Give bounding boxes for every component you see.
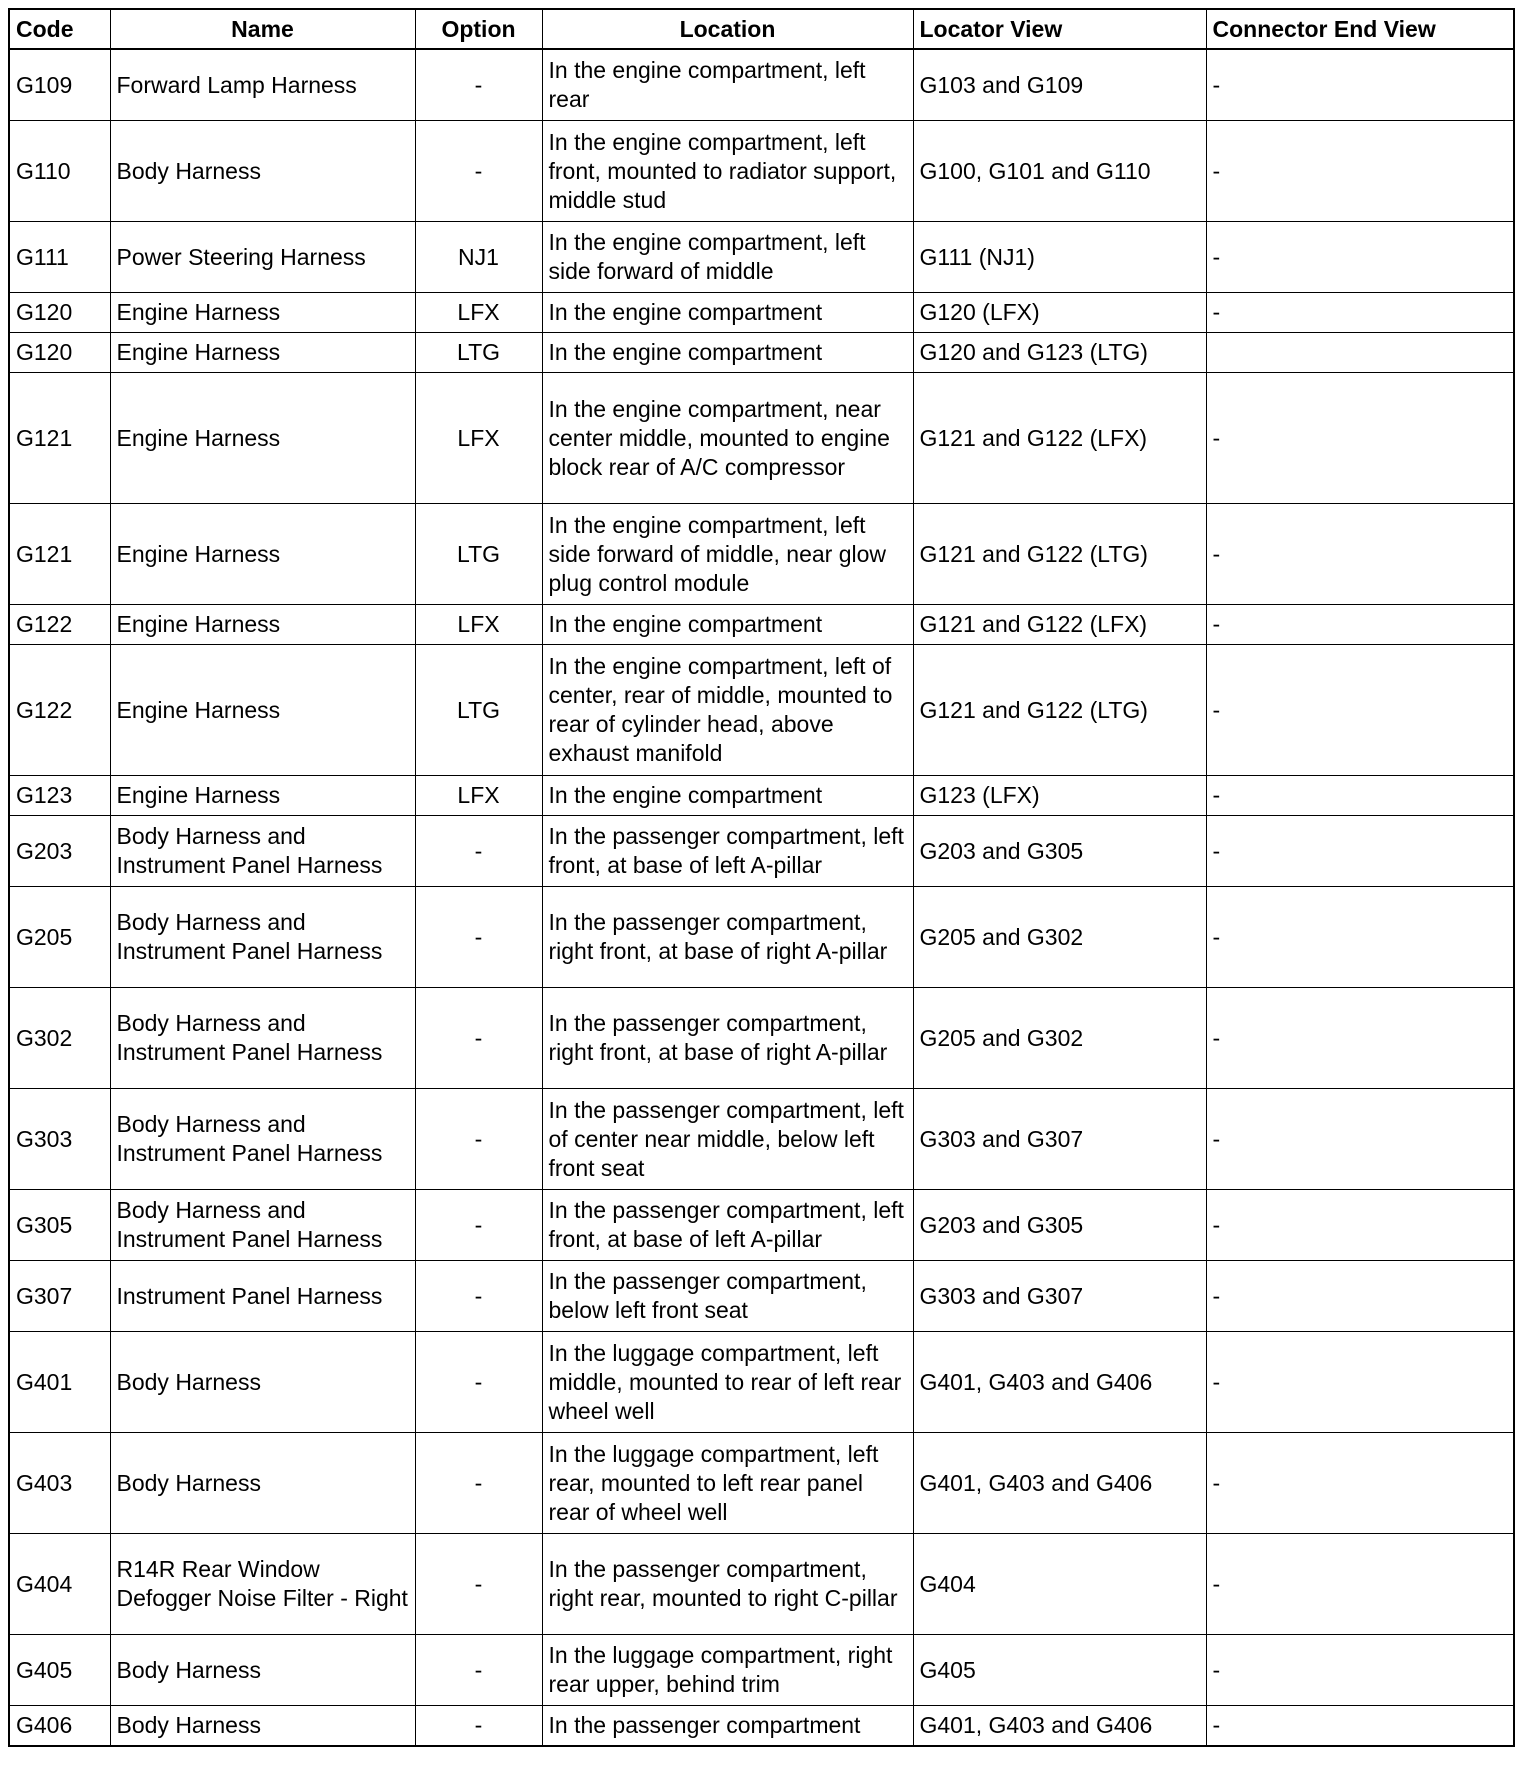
cell-locator-view: G405 (913, 1635, 1206, 1706)
cell-connector-end-view: - (1206, 504, 1514, 605)
cell-code: G307 (9, 1261, 110, 1332)
cell-locator-view: G120 and G123 (LTG) (913, 333, 1206, 373)
cell-name: Body Harness and Instrument Panel Harness (110, 887, 415, 988)
cell-location: In the engine compartment, left of center, rear of middle, mounted to rear of cylinder head, above exhaust manifold (542, 645, 913, 776)
cell-option: - (415, 816, 542, 887)
cell-option: LTG (415, 333, 542, 373)
cell-connector-end-view: - (1206, 887, 1514, 988)
cell-name: Power Steering Harness (110, 222, 415, 293)
cell-location: In the passenger compartment (542, 1706, 913, 1747)
cell-locator-view: G121 and G122 (LTG) (913, 504, 1206, 605)
cell-name: Body Harness (110, 1332, 415, 1433)
cell-name: Body Harness and Instrument Panel Harness (110, 1190, 415, 1261)
cell-code: G122 (9, 645, 110, 776)
cell-locator-view: G121 and G122 (LFX) (913, 605, 1206, 645)
cell-connector-end-view: - (1206, 1635, 1514, 1706)
cell-connector-end-view: - (1206, 645, 1514, 776)
cell-name: Body Harness (110, 121, 415, 222)
cell-connector-end-view: - (1206, 293, 1514, 333)
cell-locator-view: G103 and G109 (913, 49, 1206, 121)
cell-location: In the engine compartment, left side forward of middle, near glow plug control module (542, 504, 913, 605)
cell-locator-view: G121 and G122 (LTG) (913, 645, 1206, 776)
cell-location: In the engine compartment, near center middle, mounted to engine block rear of A/C compressor (542, 373, 913, 504)
table-row (9, 887, 1514, 988)
cell-option: - (415, 1332, 542, 1433)
cell-location: In the passenger compartment, left front, at base of left A-pillar (542, 816, 913, 887)
cell-connector-end-view: - (1206, 1089, 1514, 1190)
table-row (9, 605, 1514, 645)
cell-option: - (415, 1706, 542, 1747)
cell-connector-end-view: - (1206, 1261, 1514, 1332)
cell-location: In the passenger compartment, left of center near middle, below left front seat (542, 1089, 913, 1190)
cell-name: Body Harness (110, 1433, 415, 1534)
table-row (9, 1190, 1514, 1261)
ground-locations-table (8, 8, 1515, 1747)
cell-option: LFX (415, 293, 542, 333)
header-row (9, 9, 1514, 49)
cell-connector-end-view: - (1206, 121, 1514, 222)
table-row (9, 1089, 1514, 1190)
cell-connector-end-view: - (1206, 776, 1514, 816)
cell-location: In the engine compartment, left side forward of middle (542, 222, 913, 293)
cell-connector-end-view: - (1206, 605, 1514, 645)
cell-code: G401 (9, 1332, 110, 1433)
cell-name: R14R Rear Window Defogger Noise Filter - Right (110, 1534, 415, 1635)
table-row (9, 645, 1514, 776)
cell-option: LTG (415, 645, 542, 776)
cell-code: G203 (9, 816, 110, 887)
header-location: Location (542, 9, 913, 49)
cell-name: Body Harness and Instrument Panel Harness (110, 816, 415, 887)
cell-name: Body Harness (110, 1706, 415, 1747)
cell-option: - (415, 49, 542, 121)
cell-code: G109 (9, 49, 110, 121)
table-row (9, 816, 1514, 887)
cell-option: - (415, 1433, 542, 1534)
cell-name: Engine Harness (110, 645, 415, 776)
table-row (9, 373, 1514, 504)
cell-option: - (415, 1190, 542, 1261)
cell-code: G110 (9, 121, 110, 222)
cell-connector-end-view: - (1206, 373, 1514, 504)
table-row (9, 49, 1514, 121)
cell-locator-view: G111 (NJ1) (913, 222, 1206, 293)
cell-name: Engine Harness (110, 605, 415, 645)
cell-location: In the passenger compartment, right front, at base of right A-pillar (542, 887, 913, 988)
cell-name: Engine Harness (110, 504, 415, 605)
cell-locator-view: G401, G403 and G406 (913, 1433, 1206, 1534)
table-row (9, 333, 1514, 373)
cell-location: In the passenger compartment, right rear, mounted to right C-pillar (542, 1534, 913, 1635)
cell-location: In the engine compartment (542, 605, 913, 645)
cell-locator-view: G401, G403 and G406 (913, 1706, 1206, 1747)
table-row (9, 1635, 1514, 1706)
cell-name: Body Harness and Instrument Panel Harness (110, 988, 415, 1089)
header-locator-view: Locator View (913, 9, 1206, 49)
cell-name: Instrument Panel Harness (110, 1261, 415, 1332)
cell-name: Body Harness and Instrument Panel Harness (110, 1089, 415, 1190)
cell-option: - (415, 1534, 542, 1635)
cell-code: G303 (9, 1089, 110, 1190)
cell-code: G302 (9, 988, 110, 1089)
table-row (9, 121, 1514, 222)
cell-locator-view: G203 and G305 (913, 816, 1206, 887)
cell-option: - (415, 887, 542, 988)
cell-connector-end-view: - (1206, 1706, 1514, 1747)
table-row (9, 776, 1514, 816)
cell-option: - (415, 988, 542, 1089)
cell-locator-view: G303 and G307 (913, 1089, 1206, 1190)
cell-locator-view: G205 and G302 (913, 887, 1206, 988)
cell-locator-view: G123 (LFX) (913, 776, 1206, 816)
cell-connector-end-view: - (1206, 222, 1514, 293)
cell-code: G111 (9, 222, 110, 293)
cell-name: Engine Harness (110, 373, 415, 504)
cell-option: - (415, 121, 542, 222)
cell-option: LTG (415, 504, 542, 605)
cell-name: Engine Harness (110, 776, 415, 816)
table-row (9, 1534, 1514, 1635)
cell-option: LFX (415, 776, 542, 816)
cell-location: In the engine compartment (542, 776, 913, 816)
cell-locator-view: G120 (LFX) (913, 293, 1206, 333)
cell-location: In the engine compartment, left rear (542, 49, 913, 121)
cell-connector-end-view: - (1206, 1332, 1514, 1433)
cell-locator-view: G205 and G302 (913, 988, 1206, 1089)
header-option: Option (415, 9, 542, 49)
table-row (9, 293, 1514, 333)
cell-locator-view: G121 and G122 (LFX) (913, 373, 1206, 504)
cell-location: In the passenger compartment, below left front seat (542, 1261, 913, 1332)
header-code: Code (9, 9, 110, 49)
cell-locator-view: G404 (913, 1534, 1206, 1635)
cell-option: - (415, 1261, 542, 1332)
cell-location: In the engine compartment, left front, mounted to radiator support, middle stud (542, 121, 913, 222)
cell-connector-end-view (1206, 333, 1514, 373)
cell-code: G122 (9, 605, 110, 645)
cell-code: G406 (9, 1706, 110, 1747)
table-row (9, 1332, 1514, 1433)
cell-code: G123 (9, 776, 110, 816)
cell-code: G205 (9, 887, 110, 988)
cell-locator-view: G203 and G305 (913, 1190, 1206, 1261)
cell-name: Forward Lamp Harness (110, 49, 415, 121)
cell-option: - (415, 1089, 542, 1190)
cell-connector-end-view: - (1206, 988, 1514, 1089)
cell-code: G121 (9, 373, 110, 504)
cell-locator-view: G100, G101 and G110 (913, 121, 1206, 222)
table-row (9, 222, 1514, 293)
cell-code: G120 (9, 293, 110, 333)
table-row (9, 1706, 1514, 1747)
table-row (9, 1433, 1514, 1534)
header-connector-end-view: Connector End View (1206, 9, 1514, 49)
cell-location: In the luggage compartment, left rear, mounted to left rear panel rear of wheel well (542, 1433, 913, 1534)
cell-option: LFX (415, 605, 542, 645)
cell-connector-end-view: - (1206, 1433, 1514, 1534)
cell-code: G405 (9, 1635, 110, 1706)
cell-location: In the engine compartment (542, 333, 913, 373)
cell-name: Engine Harness (110, 293, 415, 333)
cell-code: G121 (9, 504, 110, 605)
cell-connector-end-view: - (1206, 1534, 1514, 1635)
table-row (9, 1261, 1514, 1332)
cell-location: In the passenger compartment, left front, at base of left A-pillar (542, 1190, 913, 1261)
cell-connector-end-view: - (1206, 816, 1514, 887)
cell-location: In the luggage compartment, left middle, mounted to rear of left rear wheel well (542, 1332, 913, 1433)
cell-option: - (415, 1635, 542, 1706)
cell-connector-end-view: - (1206, 1190, 1514, 1261)
cell-locator-view: G303 and G307 (913, 1261, 1206, 1332)
cell-name: Body Harness (110, 1635, 415, 1706)
cell-connector-end-view: - (1206, 49, 1514, 121)
cell-location: In the luggage compartment, right rear upper, behind trim (542, 1635, 913, 1706)
cell-name: Engine Harness (110, 333, 415, 373)
header-name: Name (110, 9, 415, 49)
cell-option: NJ1 (415, 222, 542, 293)
cell-location: In the passenger compartment, right front, at base of right A-pillar (542, 988, 913, 1089)
cell-location: In the engine compartment (542, 293, 913, 333)
cell-code: G120 (9, 333, 110, 373)
cell-code: G404 (9, 1534, 110, 1635)
cell-locator-view: G401, G403 and G406 (913, 1332, 1206, 1433)
cell-code: G305 (9, 1190, 110, 1261)
cell-code: G403 (9, 1433, 110, 1534)
cell-option: LFX (415, 373, 542, 504)
table-row (9, 504, 1514, 605)
table-row (9, 988, 1514, 1089)
